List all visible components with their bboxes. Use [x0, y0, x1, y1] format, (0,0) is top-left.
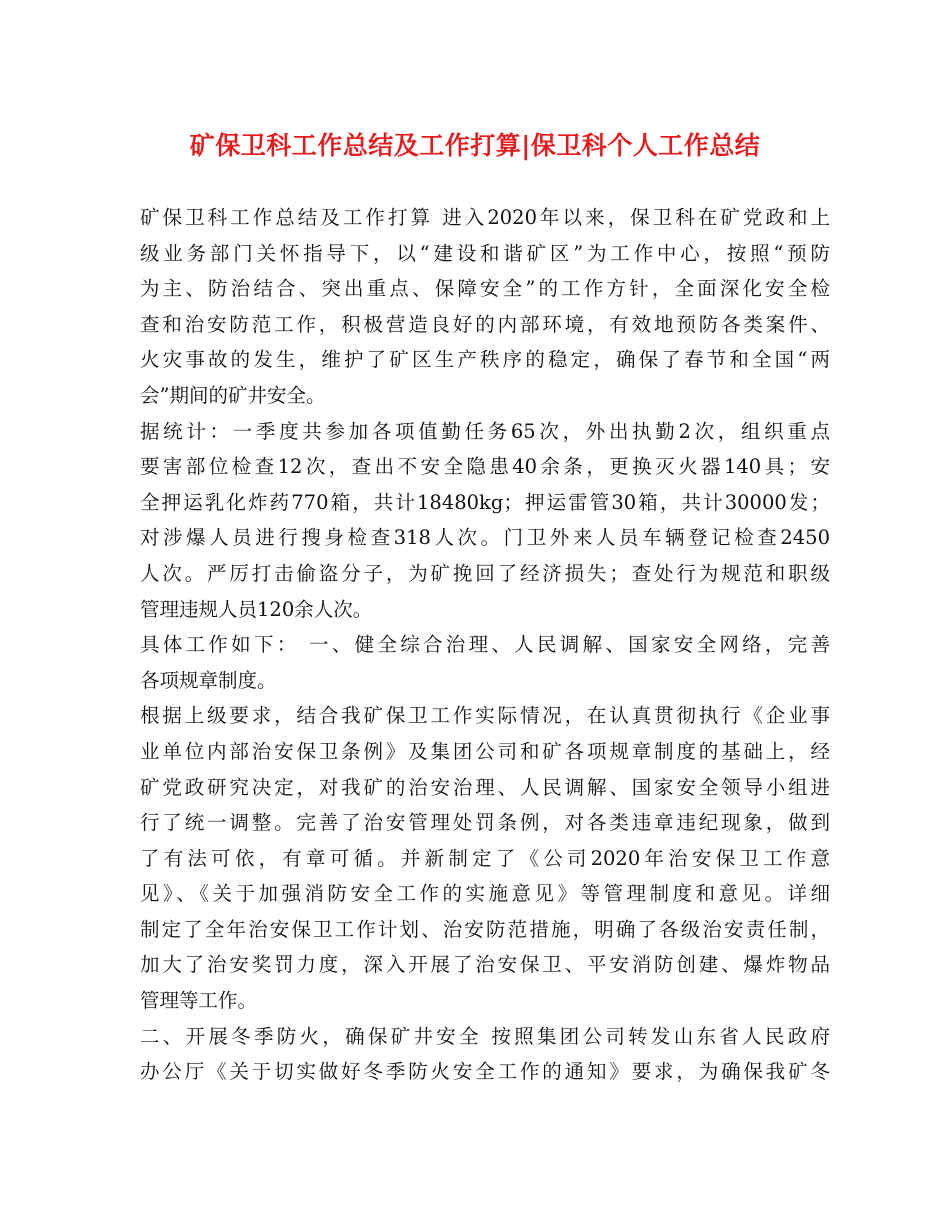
text-line: 业单位内部治安保卫条例》及集团公司和矿各项规章制度的基础上，经 — [140, 739, 830, 763]
text-line: 级业务部门关怀指导下，以“建设和谐矿区”为工作中心，按照“预防 — [140, 241, 830, 265]
text-line: 人次。严厉打击偷盗分子，为矿挽回了经济损失；查处行为规范和职级 — [140, 561, 830, 585]
text-line: 办公厅《关于切实做好冬季防火安全工作的通知》要求，为确保我矿冬 — [140, 1060, 830, 1084]
text-line: 矿党政研究决定，对我矿的治安治理、人民调解、国家安全领导小组进 — [140, 775, 830, 799]
text-line: 见》、《关于加强消防安全工作的实施意见》等管理制度和意见。详细 — [140, 882, 830, 906]
text-line: 据统计：一季度共参加各项值勤任务65次，外出执勤2次，组织重点 — [140, 419, 830, 443]
text-line: 加大了治安奖罚力度，深入开展了治安保卫、平安消防创建、爆炸物品 — [140, 953, 830, 977]
text-line: 查和治安防范工作，积极营造良好的内部环境，有效地预防各类案件、 — [140, 312, 830, 336]
text-line: 二、开展冬季防火，确保矿井安全 按照集团公司转发山东省人民政府 — [140, 1024, 830, 1048]
document-body — [140, 200, 830, 1090]
text-line: 根据上级要求，结合我矿保卫工作实际情况，在认真贯彻执行《企业事 — [140, 704, 830, 728]
text-line: 矿保卫科工作总结及工作打算 进入2020年以来，保卫科在矿党政和上 — [140, 206, 830, 229]
text-line: 火灾事故的发生，维护了矿区生产秩序的稳定，确保了春节和全国“两 — [140, 348, 830, 372]
text-line: 为主、防治结合、突出重点、保障安全”的工作方针，全面深化安全检 — [140, 277, 830, 301]
text-line: 各项规章制度。 — [140, 668, 277, 692]
text-line: 会”期间的矿井安全。 — [140, 383, 326, 407]
text-line: 了有法可依，有章可循。并新制定了《公司2020年治安保卫工作意 — [140, 846, 830, 870]
text-line: 对涉爆人员进行搜身检查318人次。门卫外来人员车辆登记检查2450 — [140, 526, 830, 550]
text-line: 管理等工作。 — [140, 989, 258, 1013]
text-line: 制定了全年治安保卫工作计划、治安防范措施，明确了各级治安责任制， — [140, 917, 830, 941]
text-line: 全押运乳化炸药770箱，共计18480kg；押运雷管30箱，共计30000发； — [140, 490, 830, 514]
text-line: 具体工作如下： 一、健全综合治理、人民调解、国家安全网络，完善 — [140, 633, 830, 657]
document-title: 矿保卫科工作总结及工作打算|保卫科个人工作总结 — [189, 131, 761, 160]
text-line: 要害部位检查12次，查出不安全隐患40余条，更换灭火器140具；安 — [140, 455, 830, 479]
text-line: 管理违规人员120余人次。 — [140, 597, 373, 621]
text-line: 行了统一调整。完善了治安管理处罚条例，对各类违章违纪现象，做到 — [140, 811, 830, 835]
